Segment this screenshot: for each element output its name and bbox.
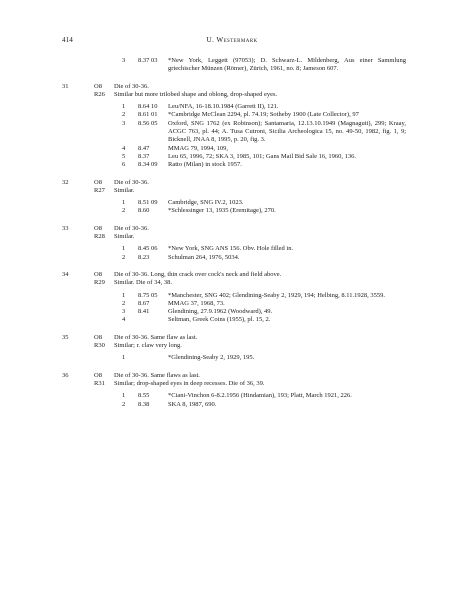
die-line: 31 O8 Die of 30-36. xyxy=(62,82,149,90)
reverse-line: R30 Similar; r. claw very long. xyxy=(94,342,182,350)
specimen-row: 1 8.64 10 Leu/NFA, 16-18.10.1984 (Garrett II), 121. xyxy=(122,103,279,111)
specimen-row: 1 *Glendining-Seaby 2, 1929, 195. xyxy=(122,354,255,362)
obverse-die: O8 xyxy=(94,224,102,232)
die-line: 32 O8 Die of 30-36. xyxy=(62,178,149,186)
catalogue-entry xyxy=(62,271,406,325)
specimen-row: 6 8.34 09 Ratto (Milan) in stock 1957. xyxy=(122,161,242,169)
obverse-die: O8 xyxy=(94,333,102,341)
entry-number: 33 xyxy=(62,224,69,232)
specimen-row: 3 8.41 Glendining, 27.9.1962 (Woodward), 49. xyxy=(122,308,273,316)
obverse-die: O8 xyxy=(94,371,102,379)
reverse-die: R30 xyxy=(94,342,105,350)
die-line: 33 O8 Die of 30-36. xyxy=(62,224,149,232)
catalogue-entry xyxy=(62,57,406,74)
specimen-row: 1 8.45 06 *New York, SNG ANS 156. Obv. Hole filled in. xyxy=(122,245,294,253)
obverse-die: O8 xyxy=(94,82,102,90)
specimen-row: 2 8.61 01 *Cambridge McClean 2294, pl. 74.19; Sotheby 1900 (Late Collector), 97 xyxy=(122,111,359,119)
reverse-die: R28 xyxy=(94,233,105,241)
specimen-reference: *New York, Leggett (97053); D. Schwarz-L. Mildenberg, Aus einer Sammlung griechischer Münzen (Römer), Zürich, 1961, no. 8; Jameson 607. xyxy=(168,57,406,73)
page-header xyxy=(62,36,402,48)
catalogue-entry xyxy=(62,179,406,216)
reverse-die: R27 xyxy=(94,186,105,194)
specimen-row: 2 8.23 Schulman 264, 1976, 5034. xyxy=(122,253,240,261)
specimen-row: 3 8.56 05 Oxford, SNG 1762 (ex Robinson); Santamaria, 12.13.10.1949 (Magnaguti), 299; Kraay, ACGC 763, pl. 44; A. Tusa Cutroni, Sicilia Archeologica 15, no. 49-50, 1982, fig. 1, 9; Bicknell, JNAA 8, 1995, p. 20, fig. 3. xyxy=(122,119,406,144)
specimen-row: 1 8.55 *Ciani-Vinchon 6-8.2.1956 (Hindamian), 193; Platt, March 1921, 226. xyxy=(122,392,352,400)
entry-number: 36 xyxy=(62,371,69,379)
entry-number: 31 xyxy=(62,82,69,90)
page-number: 414 xyxy=(62,36,73,44)
die-line: 34 O8 Die of 30-36. Long, thin crack over cock's neck and field above. xyxy=(62,270,282,278)
entry-number: 35 xyxy=(62,333,69,341)
running-head: U. Westermark xyxy=(206,36,258,44)
specimen-row: 3 8.37 03 *New York, Leggett (97053); D. Schwarz-L. Mildenberg, Aus einer Sammlung griechischer Münzen (Römer), Zürich, 1961, no. 8; Jameson 607. xyxy=(122,57,406,73)
specimen-row: 5 8.37 Leu 65, 1996, 72; SKA 3, 1985, 101; Gans Mail Bid Sale 16, 1960, 136. xyxy=(122,152,356,160)
catalogue-entry xyxy=(62,372,406,409)
catalogue-entry xyxy=(62,225,406,262)
reverse-die: R26 xyxy=(94,90,105,98)
catalogue-entry xyxy=(62,334,406,363)
specimen-row: 4 8.47 MMAG 79, 1994, 109, xyxy=(122,144,228,152)
reverse-die: R29 xyxy=(94,279,105,287)
reverse-line: R28 Similar. xyxy=(94,233,135,241)
specimen-row: 1 8.75 05 *Manchester, SNG 402; Glendining-Seaby 2, 1929, 194; Helbing, 8.11.1928, 3559. xyxy=(122,291,386,299)
die-line: 36 O8 Die of 30-36. Same flaws as last. xyxy=(62,371,200,379)
reverse-line: R31 Similar; drop-shaped eyes in deep recesses. Die of 36, 39. xyxy=(94,379,265,387)
entry-number: 34 xyxy=(62,270,69,278)
specimen-row: 2 8.60 *Schlessinger 13, 1935 (Eremitage), 270. xyxy=(122,207,276,215)
obverse-die: O8 xyxy=(94,270,102,278)
reverse-line: R27 Similar. xyxy=(94,186,135,194)
reverse-line: R26 Similar but more trilobed shape and oblong, drop-shaped eyes. xyxy=(94,90,278,98)
specimen-row: 1 8.51 09 Cambridge, SNG IV.2, 1023. xyxy=(122,199,244,207)
catalogue-entry xyxy=(62,83,406,170)
catalogue-body xyxy=(62,57,406,409)
obverse-die: O8 xyxy=(94,178,102,186)
specimen-row: 2 8.67 MMAG 37, 1968, 73. xyxy=(122,299,225,307)
die-line: 35 O8 Die of 30-36. Same flaw as last. xyxy=(62,333,198,341)
entry-number: 32 xyxy=(62,178,69,186)
reverse-line: R29 Similar. Die of 34, 38. xyxy=(94,279,172,287)
specimen-row: 4 Seltman, Greek Coins (1955), pl. 15, 2. xyxy=(122,316,271,324)
specimen-row: 2 8.38 SKA 8, 1987, 690. xyxy=(122,400,217,408)
reverse-die: R31 xyxy=(94,379,105,387)
